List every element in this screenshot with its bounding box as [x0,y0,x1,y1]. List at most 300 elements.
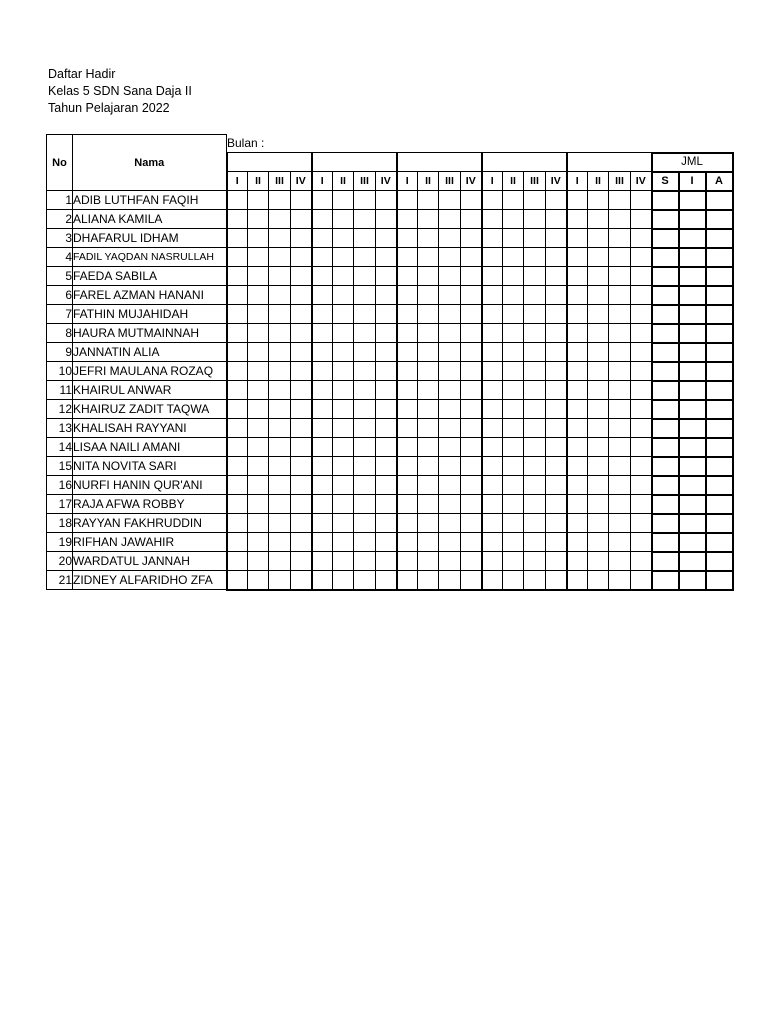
attendance-cell[interactable] [567,248,588,267]
attendance-cell[interactable] [397,362,418,381]
summary-cell[interactable] [706,495,733,514]
attendance-cell[interactable] [227,438,248,457]
attendance-cell[interactable] [269,476,291,495]
attendance-cell[interactable] [248,343,269,362]
attendance-cell[interactable] [248,495,269,514]
attendance-cell[interactable] [461,248,482,267]
attendance-cell[interactable] [461,381,482,400]
summary-cell[interactable] [652,457,679,476]
attendance-cell[interactable] [546,267,567,286]
attendance-cell[interactable] [312,267,333,286]
attendance-cell[interactable] [227,248,248,267]
summary-cell[interactable] [652,419,679,438]
attendance-cell[interactable] [312,552,333,571]
attendance-cell[interactable] [227,419,248,438]
attendance-cell[interactable] [312,400,333,419]
attendance-cell[interactable] [524,362,546,381]
attendance-cell[interactable] [227,533,248,552]
attendance-cell[interactable] [567,476,588,495]
attendance-cell[interactable] [376,343,397,362]
attendance-cell[interactable] [503,229,524,248]
attendance-cell[interactable] [588,362,609,381]
attendance-cell[interactable] [567,267,588,286]
attendance-cell[interactable] [631,400,652,419]
attendance-cell[interactable] [269,495,291,514]
attendance-cell[interactable] [503,533,524,552]
summary-cell[interactable] [652,191,679,210]
attendance-cell[interactable] [567,571,588,590]
attendance-cell[interactable] [588,343,609,362]
attendance-cell[interactable] [248,286,269,305]
attendance-cell[interactable] [546,381,567,400]
attendance-cell[interactable] [376,533,397,552]
attendance-cell[interactable] [397,476,418,495]
attendance-cell[interactable] [227,286,248,305]
attendance-cell[interactable] [333,229,354,248]
summary-cell[interactable] [706,267,733,286]
attendance-cell[interactable] [312,476,333,495]
attendance-cell[interactable] [524,286,546,305]
attendance-cell[interactable] [418,438,439,457]
attendance-cell[interactable] [482,419,503,438]
attendance-cell[interactable] [588,229,609,248]
attendance-cell[interactable] [439,419,461,438]
summary-cell[interactable] [706,248,733,267]
attendance-cell[interactable] [503,210,524,229]
attendance-cell[interactable] [567,552,588,571]
attendance-cell[interactable] [609,286,631,305]
attendance-cell[interactable] [354,210,376,229]
attendance-cell[interactable] [291,419,312,438]
attendance-cell[interactable] [376,457,397,476]
summary-cell[interactable] [652,267,679,286]
summary-cell[interactable] [679,229,706,248]
attendance-cell[interactable] [439,248,461,267]
attendance-cell[interactable] [546,229,567,248]
attendance-cell[interactable] [269,210,291,229]
attendance-cell[interactable] [376,286,397,305]
attendance-cell[interactable] [312,457,333,476]
attendance-cell[interactable] [439,210,461,229]
attendance-cell[interactable] [588,571,609,590]
attendance-cell[interactable] [524,457,546,476]
attendance-cell[interactable] [524,267,546,286]
attendance-cell[interactable] [333,552,354,571]
attendance-cell[interactable] [546,324,567,343]
attendance-cell[interactable] [354,343,376,362]
summary-cell[interactable] [679,210,706,229]
attendance-cell[interactable] [609,305,631,324]
summary-cell[interactable] [652,305,679,324]
attendance-cell[interactable] [482,267,503,286]
attendance-cell[interactable] [291,552,312,571]
attendance-cell[interactable] [354,324,376,343]
attendance-cell[interactable] [631,286,652,305]
attendance-cell[interactable] [439,191,461,210]
summary-cell[interactable] [706,476,733,495]
summary-cell[interactable] [679,533,706,552]
attendance-cell[interactable] [418,267,439,286]
attendance-cell[interactable] [354,571,376,590]
attendance-cell[interactable] [631,571,652,590]
attendance-cell[interactable] [609,514,631,533]
attendance-cell[interactable] [397,400,418,419]
attendance-cell[interactable] [546,533,567,552]
summary-cell[interactable] [652,552,679,571]
summary-cell[interactable] [706,552,733,571]
summary-cell[interactable] [706,381,733,400]
attendance-cell[interactable] [482,343,503,362]
attendance-cell[interactable] [482,514,503,533]
attendance-cell[interactable] [248,305,269,324]
attendance-cell[interactable] [482,476,503,495]
attendance-cell[interactable] [354,514,376,533]
attendance-cell[interactable] [503,476,524,495]
attendance-cell[interactable] [354,305,376,324]
attendance-cell[interactable] [461,191,482,210]
attendance-cell[interactable] [376,362,397,381]
attendance-cell[interactable] [461,495,482,514]
attendance-cell[interactable] [482,210,503,229]
attendance-cell[interactable] [397,552,418,571]
attendance-cell[interactable] [376,495,397,514]
attendance-cell[interactable] [269,229,291,248]
summary-cell[interactable] [652,324,679,343]
attendance-cell[interactable] [418,305,439,324]
attendance-cell[interactable] [291,400,312,419]
attendance-cell[interactable] [248,419,269,438]
attendance-cell[interactable] [354,476,376,495]
attendance-cell[interactable] [269,457,291,476]
attendance-cell[interactable] [567,400,588,419]
attendance-cell[interactable] [227,514,248,533]
attendance-cell[interactable] [291,324,312,343]
attendance-cell[interactable] [588,438,609,457]
attendance-cell[interactable] [461,229,482,248]
attendance-cell[interactable] [609,343,631,362]
attendance-cell[interactable] [418,457,439,476]
summary-cell[interactable] [652,495,679,514]
attendance-cell[interactable] [248,571,269,590]
attendance-cell[interactable] [567,381,588,400]
attendance-cell[interactable] [439,286,461,305]
attendance-cell[interactable] [376,400,397,419]
attendance-cell[interactable] [397,457,418,476]
attendance-cell[interactable] [248,229,269,248]
attendance-cell[interactable] [354,533,376,552]
attendance-cell[interactable] [524,552,546,571]
attendance-cell[interactable] [524,248,546,267]
attendance-cell[interactable] [397,419,418,438]
attendance-cell[interactable] [609,210,631,229]
attendance-cell[interactable] [291,514,312,533]
attendance-cell[interactable] [461,210,482,229]
attendance-cell[interactable] [354,267,376,286]
attendance-cell[interactable] [376,267,397,286]
attendance-cell[interactable] [524,476,546,495]
attendance-cell[interactable] [609,362,631,381]
attendance-cell[interactable] [546,419,567,438]
attendance-cell[interactable] [333,267,354,286]
attendance-cell[interactable] [609,533,631,552]
attendance-cell[interactable] [227,571,248,590]
attendance-cell[interactable] [227,324,248,343]
attendance-cell[interactable] [609,438,631,457]
attendance-cell[interactable] [312,571,333,590]
summary-cell[interactable] [679,476,706,495]
attendance-cell[interactable] [631,362,652,381]
attendance-cell[interactable] [354,248,376,267]
attendance-cell[interactable] [609,324,631,343]
summary-cell[interactable] [679,514,706,533]
attendance-cell[interactable] [567,438,588,457]
attendance-cell[interactable] [609,571,631,590]
attendance-cell[interactable] [354,362,376,381]
summary-cell[interactable] [706,343,733,362]
attendance-cell[interactable] [503,438,524,457]
attendance-cell[interactable] [312,343,333,362]
attendance-cell[interactable] [418,381,439,400]
attendance-cell[interactable] [269,248,291,267]
attendance-cell[interactable] [546,438,567,457]
attendance-cell[interactable] [312,495,333,514]
attendance-cell[interactable] [482,495,503,514]
attendance-cell[interactable] [248,514,269,533]
attendance-cell[interactable] [631,267,652,286]
attendance-cell[interactable] [609,381,631,400]
attendance-cell[interactable] [397,191,418,210]
attendance-cell[interactable] [524,419,546,438]
attendance-cell[interactable] [524,343,546,362]
summary-cell[interactable] [652,571,679,590]
attendance-cell[interactable] [524,191,546,210]
attendance-cell[interactable] [333,571,354,590]
summary-cell[interactable] [706,457,733,476]
attendance-cell[interactable] [269,419,291,438]
attendance-cell[interactable] [503,495,524,514]
attendance-cell[interactable] [248,552,269,571]
attendance-cell[interactable] [461,419,482,438]
attendance-cell[interactable] [503,286,524,305]
attendance-cell[interactable] [333,476,354,495]
attendance-cell[interactable] [418,191,439,210]
attendance-cell[interactable] [546,210,567,229]
attendance-cell[interactable] [439,343,461,362]
attendance-cell[interactable] [546,286,567,305]
attendance-cell[interactable] [248,476,269,495]
attendance-cell[interactable] [503,571,524,590]
summary-cell[interactable] [706,286,733,305]
attendance-cell[interactable] [524,210,546,229]
attendance-cell[interactable] [503,267,524,286]
attendance-cell[interactable] [397,305,418,324]
attendance-cell[interactable] [227,343,248,362]
attendance-cell[interactable] [631,419,652,438]
attendance-cell[interactable] [354,400,376,419]
attendance-cell[interactable] [567,495,588,514]
attendance-cell[interactable] [461,552,482,571]
attendance-cell[interactable] [461,400,482,419]
attendance-cell[interactable] [312,191,333,210]
attendance-cell[interactable] [291,476,312,495]
attendance-cell[interactable] [609,476,631,495]
attendance-cell[interactable] [439,457,461,476]
attendance-cell[interactable] [418,514,439,533]
attendance-cell[interactable] [291,305,312,324]
summary-cell[interactable] [679,248,706,267]
attendance-cell[interactable] [546,476,567,495]
attendance-cell[interactable] [269,191,291,210]
attendance-cell[interactable] [524,324,546,343]
summary-cell[interactable] [706,533,733,552]
attendance-cell[interactable] [461,571,482,590]
attendance-cell[interactable] [461,476,482,495]
attendance-cell[interactable] [567,191,588,210]
attendance-cell[interactable] [609,400,631,419]
attendance-cell[interactable] [227,305,248,324]
attendance-cell[interactable] [397,286,418,305]
attendance-cell[interactable] [588,286,609,305]
attendance-cell[interactable] [333,438,354,457]
attendance-cell[interactable] [376,324,397,343]
attendance-cell[interactable] [567,305,588,324]
attendance-cell[interactable] [631,552,652,571]
attendance-cell[interactable] [631,305,652,324]
attendance-cell[interactable] [503,248,524,267]
attendance-cell[interactable] [312,533,333,552]
attendance-cell[interactable] [567,286,588,305]
attendance-cell[interactable] [333,191,354,210]
attendance-cell[interactable] [397,324,418,343]
attendance-cell[interactable] [461,438,482,457]
summary-cell[interactable] [652,362,679,381]
attendance-cell[interactable] [439,305,461,324]
attendance-cell[interactable] [418,229,439,248]
attendance-cell[interactable] [461,362,482,381]
attendance-cell[interactable] [439,514,461,533]
attendance-cell[interactable] [482,362,503,381]
attendance-cell[interactable] [397,514,418,533]
attendance-cell[interactable] [312,324,333,343]
summary-cell[interactable] [652,476,679,495]
attendance-cell[interactable] [503,324,524,343]
attendance-cell[interactable] [333,419,354,438]
attendance-cell[interactable] [333,362,354,381]
attendance-cell[interactable] [269,533,291,552]
summary-cell[interactable] [679,286,706,305]
attendance-cell[interactable] [482,438,503,457]
summary-cell[interactable] [706,191,733,210]
attendance-cell[interactable] [546,495,567,514]
attendance-cell[interactable] [397,229,418,248]
attendance-cell[interactable] [291,248,312,267]
attendance-cell[interactable] [227,267,248,286]
attendance-cell[interactable] [546,457,567,476]
attendance-cell[interactable] [312,514,333,533]
attendance-cell[interactable] [269,343,291,362]
attendance-cell[interactable] [269,267,291,286]
attendance-cell[interactable] [418,210,439,229]
attendance-cell[interactable] [588,476,609,495]
attendance-cell[interactable] [418,495,439,514]
attendance-cell[interactable] [588,552,609,571]
summary-cell[interactable] [652,381,679,400]
attendance-cell[interactable] [227,381,248,400]
attendance-cell[interactable] [546,305,567,324]
summary-cell[interactable] [679,438,706,457]
attendance-cell[interactable] [291,286,312,305]
attendance-cell[interactable] [482,305,503,324]
attendance-cell[interactable] [291,571,312,590]
attendance-cell[interactable] [439,267,461,286]
attendance-cell[interactable] [461,324,482,343]
attendance-cell[interactable] [567,533,588,552]
attendance-cell[interactable] [376,552,397,571]
attendance-cell[interactable] [503,514,524,533]
attendance-cell[interactable] [291,343,312,362]
attendance-cell[interactable] [588,381,609,400]
attendance-cell[interactable] [376,248,397,267]
summary-cell[interactable] [706,514,733,533]
attendance-cell[interactable] [503,552,524,571]
attendance-cell[interactable] [291,381,312,400]
attendance-cell[interactable] [567,362,588,381]
attendance-cell[interactable] [609,248,631,267]
attendance-cell[interactable] [354,438,376,457]
attendance-cell[interactable] [609,495,631,514]
attendance-cell[interactable] [524,438,546,457]
attendance-cell[interactable] [333,210,354,229]
summary-cell[interactable] [706,438,733,457]
attendance-cell[interactable] [312,210,333,229]
attendance-cell[interactable] [397,381,418,400]
attendance-cell[interactable] [524,571,546,590]
attendance-cell[interactable] [333,533,354,552]
attendance-cell[interactable] [248,438,269,457]
attendance-cell[interactable] [439,381,461,400]
attendance-cell[interactable] [397,438,418,457]
attendance-cell[interactable] [503,419,524,438]
attendance-cell[interactable] [609,191,631,210]
attendance-cell[interactable] [333,514,354,533]
attendance-cell[interactable] [503,381,524,400]
attendance-cell[interactable] [291,533,312,552]
attendance-cell[interactable] [567,229,588,248]
attendance-cell[interactable] [248,457,269,476]
summary-cell[interactable] [679,419,706,438]
attendance-cell[interactable] [248,248,269,267]
attendance-cell[interactable] [248,191,269,210]
attendance-cell[interactable] [439,495,461,514]
attendance-cell[interactable] [482,457,503,476]
summary-cell[interactable] [679,362,706,381]
attendance-cell[interactable] [461,343,482,362]
attendance-cell[interactable] [227,191,248,210]
attendance-cell[interactable] [439,229,461,248]
summary-cell[interactable] [679,324,706,343]
attendance-cell[interactable] [588,400,609,419]
attendance-cell[interactable] [503,400,524,419]
attendance-cell[interactable] [482,286,503,305]
attendance-cell[interactable] [269,362,291,381]
attendance-cell[interactable] [376,476,397,495]
attendance-cell[interactable] [227,400,248,419]
summary-cell[interactable] [706,324,733,343]
attendance-cell[interactable] [524,229,546,248]
attendance-cell[interactable] [588,210,609,229]
attendance-cell[interactable] [546,514,567,533]
attendance-cell[interactable] [418,476,439,495]
